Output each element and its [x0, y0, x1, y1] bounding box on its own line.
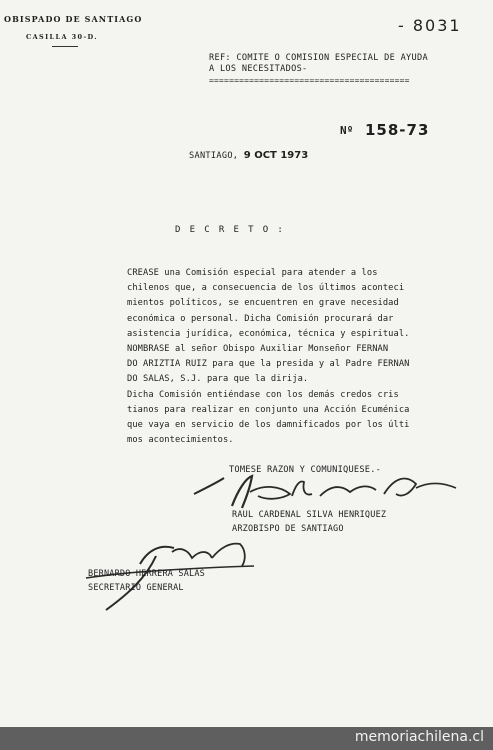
body-line: NOMBRASE al señor Obispo Auxiliar Monseñor FERNAN — [127, 344, 389, 355]
decree-number-label: Nº — [340, 124, 354, 137]
body-line: mientos políticos, se encuentren en grave necesidad — [127, 298, 399, 309]
signatory-1-title: ARZOBISPO DE SANTIAGO — [232, 524, 344, 534]
signatory-2-name: BERNARDO HERRERA SALAS — [88, 569, 205, 579]
body-line: asistencia jurídica, económica, técnica y espiritual. — [127, 328, 410, 339]
letterhead-title: OBISPADO DE SANTIAGO — [4, 14, 143, 24]
body-line: tianos para realizar en conjunto una Acción Ecuménica — [127, 404, 410, 415]
watermark-bar — [0, 727, 493, 750]
letterhead-address: CASILLA 30-D. — [26, 33, 99, 41]
body-line: Dicha Comisión entiéndase con los demás credos cris — [127, 389, 399, 400]
body-line: CREASE una Comisión especial para atender a los — [127, 268, 378, 278]
letterhead-underline — [52, 46, 78, 47]
body-line: DO ARIZTIA RUIZ para que la presida y al Padre FERNAN — [127, 359, 410, 370]
reference-line-2: A LOS NECESITADOS- — [209, 64, 308, 74]
reference-rule: ======================================== — [209, 76, 410, 85]
date-stamp: 9 OCT 1973 — [243, 150, 309, 161]
dateline-place: SANTIAGO, — [189, 151, 239, 161]
watermark-text: memoriachilena.cl — [354, 729, 484, 745]
body-line: mos acontecimientos. — [127, 435, 234, 446]
reference-line-1: REF: COMITE O COMISION ESPECIAL DE AYUDA — [209, 53, 428, 63]
body-line: chilenos que, a consecuencia de los últimos aconteci — [127, 283, 405, 294]
signatory-1 — [232, 508, 386, 536]
decree-body — [127, 266, 410, 448]
decree-number-value: 158-73 — [365, 121, 430, 139]
body-line: económica o personal. Dicha Comisión procurará dar — [127, 313, 394, 324]
decree-heading: DECRETO: — [175, 225, 292, 235]
reference-block — [209, 53, 428, 75]
signatory-2 — [88, 567, 205, 595]
dateline — [189, 150, 308, 161]
body-line: DO SALAS, S.J. para que la dirija. — [127, 374, 309, 385]
signatory-1-name: RAUL CARDENAL SILVA HENRIQUEZ — [232, 510, 387, 520]
closing-formula: TOMESE RAZON Y COMUNIQUESE.- — [229, 465, 382, 475]
signatory-2-title: SECRETARIO GENERAL — [88, 583, 184, 593]
body-line: que vaya en servicio de los damnificados por los últi — [127, 420, 410, 431]
document-number: - 8031 — [398, 16, 462, 35]
